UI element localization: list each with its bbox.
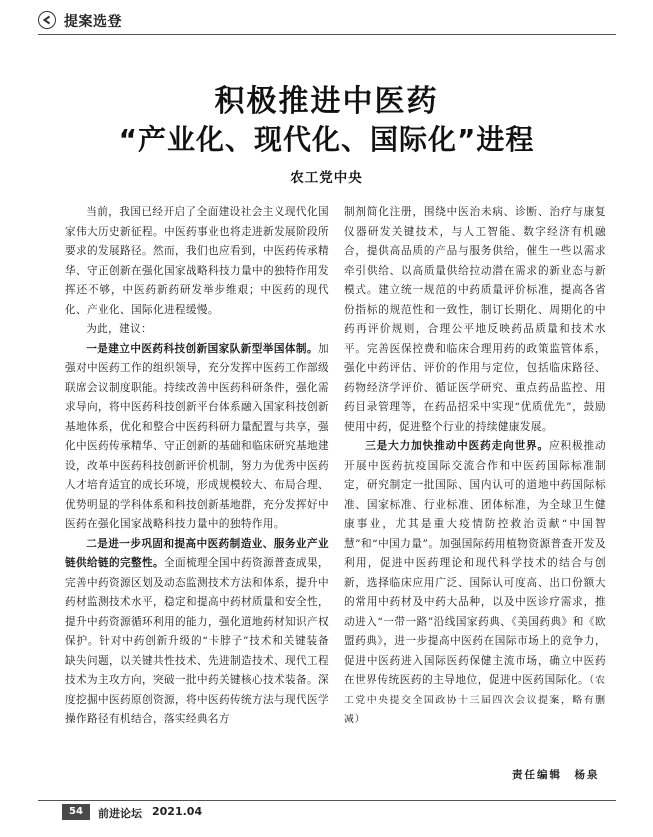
- suggestion-1-text: 加强对中医药工作的组织领导，充分发挥中医药工作部级联席会议制度职能。持续改善中医药科研条件，强化需求导向，将中医药科技创新平台体系融入国家科技创新基地体系，优化和整合中医药科研力量配置与共享，强化中医药传承精华、守正创新的基础和临床研究基地建设，改革中医药科技创新评价机制，努力为优秀中医药人才培育适宜的成长环境，形成规模较大、布局合理、优势明显的学科体系和科技创新基地群，充分发挥好中医药在强化国家战略科技力量中的独特作用。: [65, 342, 329, 530]
- arrow-circle-icon: [38, 11, 56, 29]
- footer-divider: [38, 800, 616, 801]
- section-label: 提案选登: [64, 14, 122, 30]
- suggestion-3-paragraph: [344, 437, 606, 730]
- suggestion-2-heading: 二是进一步巩固和提高中医药制造业、服务业产业链供给链的完整性。: [65, 537, 329, 569]
- suggestion-3-heading: 三是大力加快推动中医药走向世界。: [365, 440, 550, 452]
- article-author: 农工党中央: [290, 170, 363, 186]
- section-header: [38, 10, 618, 34]
- journal-name: 前进论坛: [98, 807, 142, 820]
- article-title-line-2: “产业化、现代化、国际化”进程: [118, 123, 535, 156]
- suggestion-2-text: 全面梳理全国中药资源普查成果，完善中药资源区划及动态监测技术方法和体系，提升中药材监测技术水平，稳定和提高中药材质量和安全性，提升中药资源循环利用的能力，强化道地药材知识产权保护。针对中药创新升级的“卡脖子”技术和关键装备缺失问题，以关键共性技术、先进制造技术、现代工程技术为主攻方向，突破一批中药关键核心技术装备。深度挖掘中医药原创资源，将中医药传统方法与现代医学操作路径有机结合，落实经典名方: [65, 557, 329, 725]
- suggestion-2-paragraph: [65, 535, 329, 730]
- issue-number: 2021.04: [152, 805, 203, 818]
- article-title-line-1: 积极推进中医药: [214, 84, 439, 119]
- header-divider: [38, 34, 616, 35]
- intro-paragraph: 当前，我国已经开启了全面建设社会主义现代化国家伟大历史新征程。中医药事业也将走进新发展阶段所要求的发展路径。然而，我们也应看到，中医药传承精华、守正创新在强化国家战略科技力量中的独特作用发挥还不够，中医药新药研发举步维艰；中医药的现代化、产业化、国际化进程缓慢。: [65, 206, 329, 316]
- suggestion-1-heading: 一是建立中医药科技创新国家队新型举国体制。: [86, 342, 318, 355]
- body-column-right: [344, 203, 606, 730]
- suggestion-3-text: 应积极推动开展中医药抗疫国际交流合作和中医药国际标准制定，研究制定一批国际、国内认可的道地中药国际标准、国家标准、行业标准、团体标准，为全球卫生健康事业，尤其是重大疫情防控救治贡献“中国智慧”和“中国力量”。加强国际药用植物资源普查开发及利用，促进中医药理论和现代科学技术的结合与创新，选择临床应用广泛、国际认可度高、出口份额大的常用中药材及中药大品种，以及中医诊疗需求，推动进入“一带一路”沿线国家药典、《美国药典》和《欧盟药典》，进一步提高中医药在国际市场上的竞争力，促进中医药进入国际医药保健主流市场，确立中医药在世界传统医药的主导地位，促进中医药国际化。: [344, 440, 607, 686]
- responsible-editor: 责任编辑 杨泉: [512, 769, 600, 781]
- page-number: 54: [62, 804, 90, 820]
- lead-paragraph: 为此，建议：: [86, 323, 153, 335]
- suggestion-1-paragraph: [65, 340, 329, 535]
- body-column-left: [65, 203, 329, 730]
- source-note: （农工党中央提交全国政协十三届四次会议提案，略有删减）: [344, 675, 606, 725]
- suggestion-2-continued: 制剂简化注册，围绕中医治未病、诊断、治疗与康复仪器研发关键技术，与人工智能、数字经济有机融合，提供高品质的产品与服务供给，催生一些以需求牵引供给、以高质量供给拉动潜在需求的新业态与新模式。建立统一规范的中药质量评价标准，提高各省份指标的规范性和一致性，制订长期化、周期化的中药再评价规则，合理公平地反映药品质量和技术水平。完善医保控费和临床合理用药的政策监管体系，强化中药评估、评价的作用与定位，包括临床路径、药物经济学评价、循证医学研究、重点药品监控、用药目录管理等，在药品招采中实现“优质优先”，鼓励使用中药，促进整个行业的持续健康发展。: [344, 206, 606, 433]
